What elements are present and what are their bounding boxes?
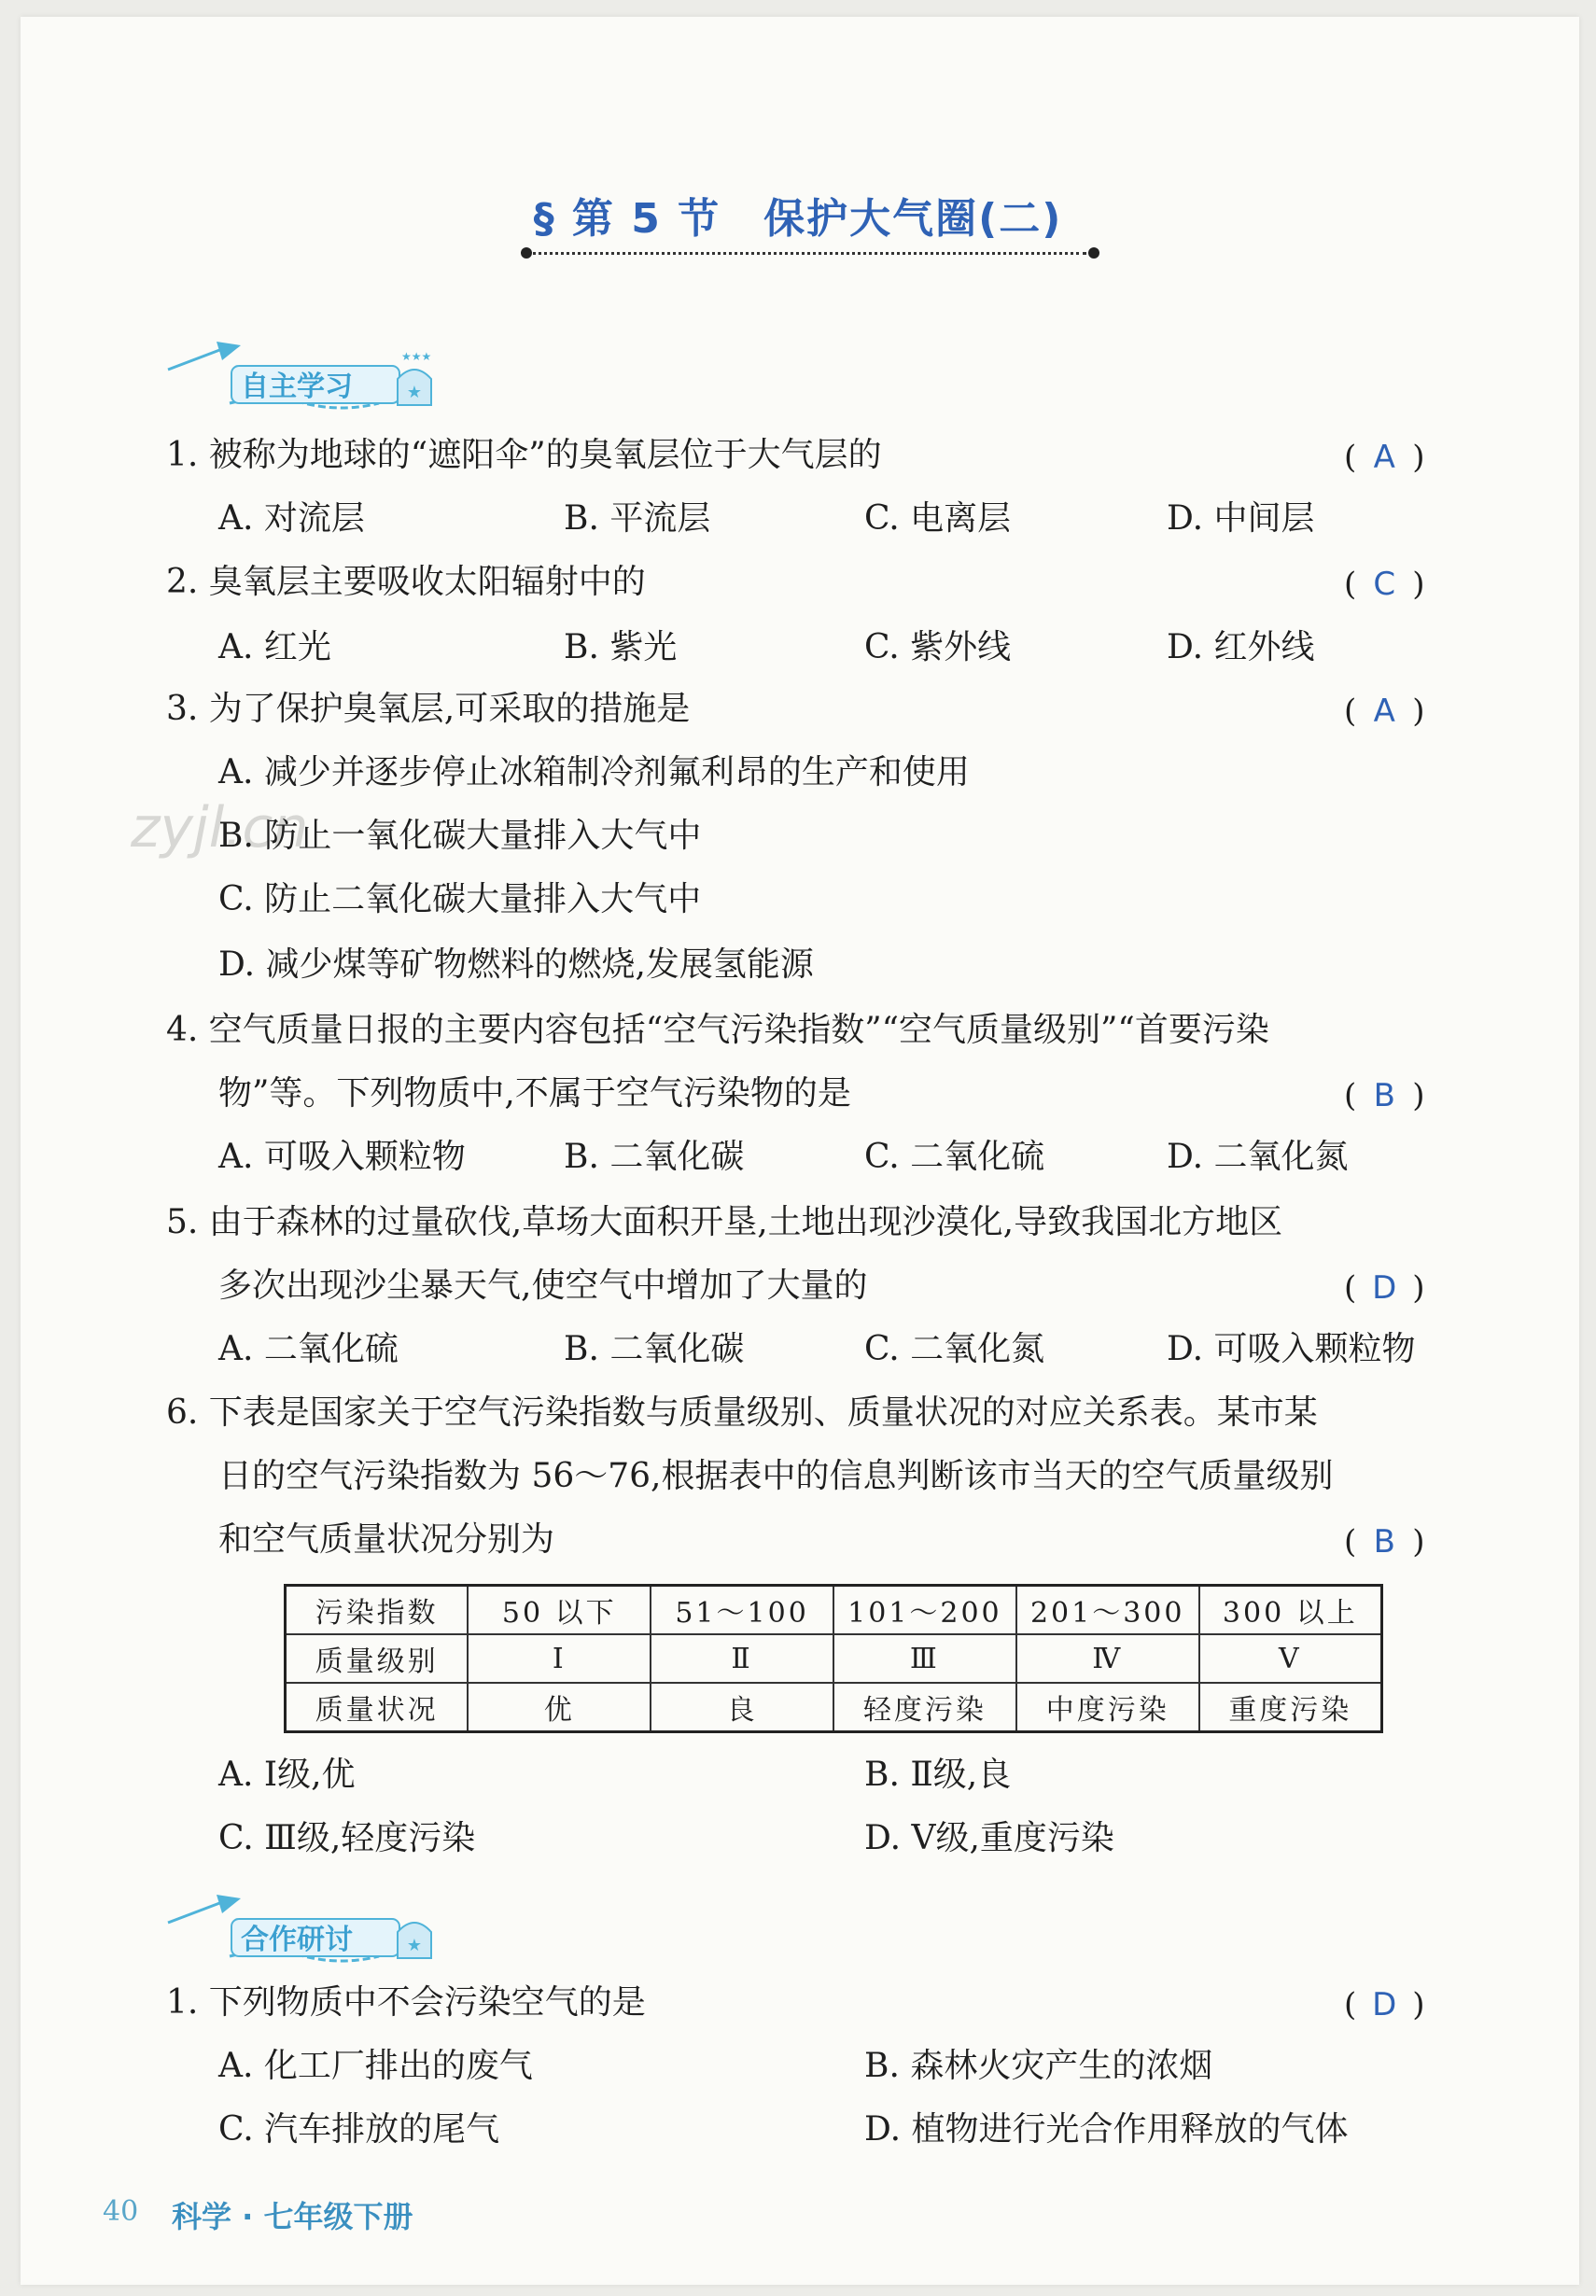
q2-answer: ( C ) — [1344, 566, 1425, 603]
table-cell: Ⅰ — [468, 1634, 651, 1683]
table-cell: 污染指数 — [286, 1586, 469, 1635]
q4-answer: ( B ) — [1344, 1077, 1425, 1114]
watermark: zyjl.cn — [131, 795, 309, 861]
q4-option-a: A. 可吸入颗粒物 — [218, 1138, 466, 1176]
q5-stem-line1: 5. 由于森林的过量砍伐,草场大面积开垦,土地出现沙漠化,导致我国北方地区 — [166, 1203, 1283, 1241]
table-row — [286, 1634, 1382, 1683]
q6-stem-line2: 日的空气污染指数为 56～76,根据表中的信息判断该市当天的空气质量级别 — [218, 1457, 1334, 1495]
table-cell: Ⅱ — [651, 1634, 833, 1683]
q5-option-b: B. 二氧化碳 — [564, 1330, 745, 1368]
q1-option-c: C. 电离层 — [864, 499, 1012, 538]
table-cell: 轻度污染 — [833, 1683, 1016, 1732]
q4-option-b: B. 二氧化碳 — [564, 1138, 745, 1176]
s2-q1-option-c: C. 汽车排放的尾气 — [218, 2110, 500, 2149]
q6-option-b: B. Ⅱ级,良 — [864, 1756, 1012, 1794]
q4-stem-line1: 4. 空气质量日报的主要内容包括“空气污染指数”“空气质量级别”“首要污染 — [166, 1011, 1269, 1049]
q5-option-a: A. 二氧化硫 — [218, 1330, 399, 1368]
s2-q1-option-b: B. 森林火灾产生的浓烟 — [864, 2047, 1213, 2085]
table-cell: 300 以上 — [1199, 1586, 1382, 1635]
group-discussion-badge-text: 合作研讨 — [241, 1924, 353, 1956]
q3-option-b: B. 防止一氧化碳大量排入大气中 — [218, 817, 702, 855]
q3-answer: ( A ) — [1344, 693, 1425, 730]
q6-option-d: D. Ⅴ级,重度污染 — [864, 1819, 1114, 1857]
q1-option-b: B. 平流层 — [564, 499, 711, 538]
table-cell: 51～100 — [651, 1586, 833, 1635]
q6-answer: ( B ) — [1344, 1523, 1425, 1561]
s2-q1-answer: ( D ) — [1344, 1986, 1425, 2023]
q3-option-c: C. 防止二氧化碳大量排入大气中 — [218, 880, 702, 918]
q5-stem-line2: 多次出现沙尘暴天气,使空气中增加了大量的 — [218, 1267, 868, 1305]
q6-stem-line1: 6. 下表是国家关于空气污染指数与质量级别、质量状况的对应关系表。某市某 — [166, 1393, 1318, 1432]
table-cell: Ⅴ — [1199, 1634, 1382, 1683]
svg-text:★★★: ★★★ — [401, 350, 432, 363]
q1-stem: 1. 被称为地球的“遮阳伞”的臭氧层位于大气层的 — [166, 436, 882, 474]
q3-option-d: D. 减少煤等矿物燃料的燃烧,发展氢能源 — [218, 945, 814, 984]
q3-stem: 3. 为了保护臭氧层,可采取的措施是 — [166, 690, 691, 728]
table-cell: 101～200 — [833, 1586, 1016, 1635]
q1-option-a: A. 对流层 — [218, 499, 365, 538]
table-cell: 50 以下 — [468, 1586, 651, 1635]
table-cell: 优 — [468, 1683, 651, 1732]
self-study-badge-icon — [164, 329, 463, 414]
q6-option-a: A. Ⅰ级,优 — [218, 1756, 356, 1794]
s2-q1-stem: 1. 下列物质中不会污染空气的是 — [166, 1983, 646, 2022]
s2-q1-option-a: A. 化工厂排出的废气 — [218, 2047, 533, 2085]
book-title: 科学 · 七年级下册 — [172, 2199, 413, 2234]
s2-q1-option-d: D. 植物进行光合作用释放的气体 — [864, 2110, 1349, 2149]
table-cell: 中度污染 — [1016, 1683, 1199, 1732]
title-underline-right-dot — [1088, 247, 1099, 259]
table-cell: 重度污染 — [1199, 1683, 1382, 1732]
title-underline — [526, 252, 1086, 255]
group-discussion-badge-icon — [164, 1882, 463, 1967]
svg-text:★: ★ — [406, 1936, 423, 1955]
q5-answer: ( D ) — [1344, 1269, 1425, 1307]
q2-option-a: A. 红光 — [218, 628, 331, 666]
title-underline-left-dot — [521, 247, 532, 259]
table-cell: 质量状况 — [286, 1683, 469, 1732]
q2-option-d: D. 红外线 — [1167, 628, 1315, 666]
table-row — [286, 1586, 1382, 1635]
pollution-index-table — [284, 1584, 1383, 1733]
q6-stem-line3: 和空气质量状况分别为 — [218, 1520, 555, 1559]
page-number: 40 — [103, 2195, 139, 2228]
q4-option-d: D. 二氧化氮 — [1167, 1138, 1349, 1176]
q2-stem: 2. 臭氧层主要吸收太阳辐射中的 — [166, 563, 646, 601]
self-study-badge-text: 自主学习 — [241, 371, 353, 403]
q4-option-c: C. 二氧化硫 — [864, 1138, 1045, 1176]
page-title: § 第 5 节 保护大气圈(二) — [533, 195, 1063, 243]
table-cell: Ⅳ — [1016, 1634, 1199, 1683]
q2-option-c: C. 紫外线 — [864, 628, 1012, 666]
q4-stem-line2: 物”等。下列物质中,不属于空气污染物的是 — [218, 1074, 851, 1113]
q5-option-d: D. 可吸入颗粒物 — [1167, 1330, 1416, 1368]
svg-text:★: ★ — [406, 383, 423, 402]
q5-option-c: C. 二氧化氮 — [864, 1330, 1045, 1368]
table-cell: Ⅲ — [833, 1634, 1016, 1683]
q6-option-c: C. Ⅲ级,轻度污染 — [218, 1819, 476, 1857]
q2-option-b: B. 紫光 — [564, 628, 678, 666]
q1-option-d: D. 中间层 — [1167, 499, 1315, 538]
q1-answer: ( A ) — [1344, 439, 1425, 476]
q3-option-a: A. 减少并逐步停止冰箱制冷剂氟利昂的生产和使用 — [218, 753, 970, 791]
table-cell: 质量级别 — [286, 1634, 469, 1683]
table-cell: 良 — [651, 1683, 833, 1732]
table-row — [286, 1683, 1382, 1732]
table-cell: 201～300 — [1016, 1586, 1199, 1635]
